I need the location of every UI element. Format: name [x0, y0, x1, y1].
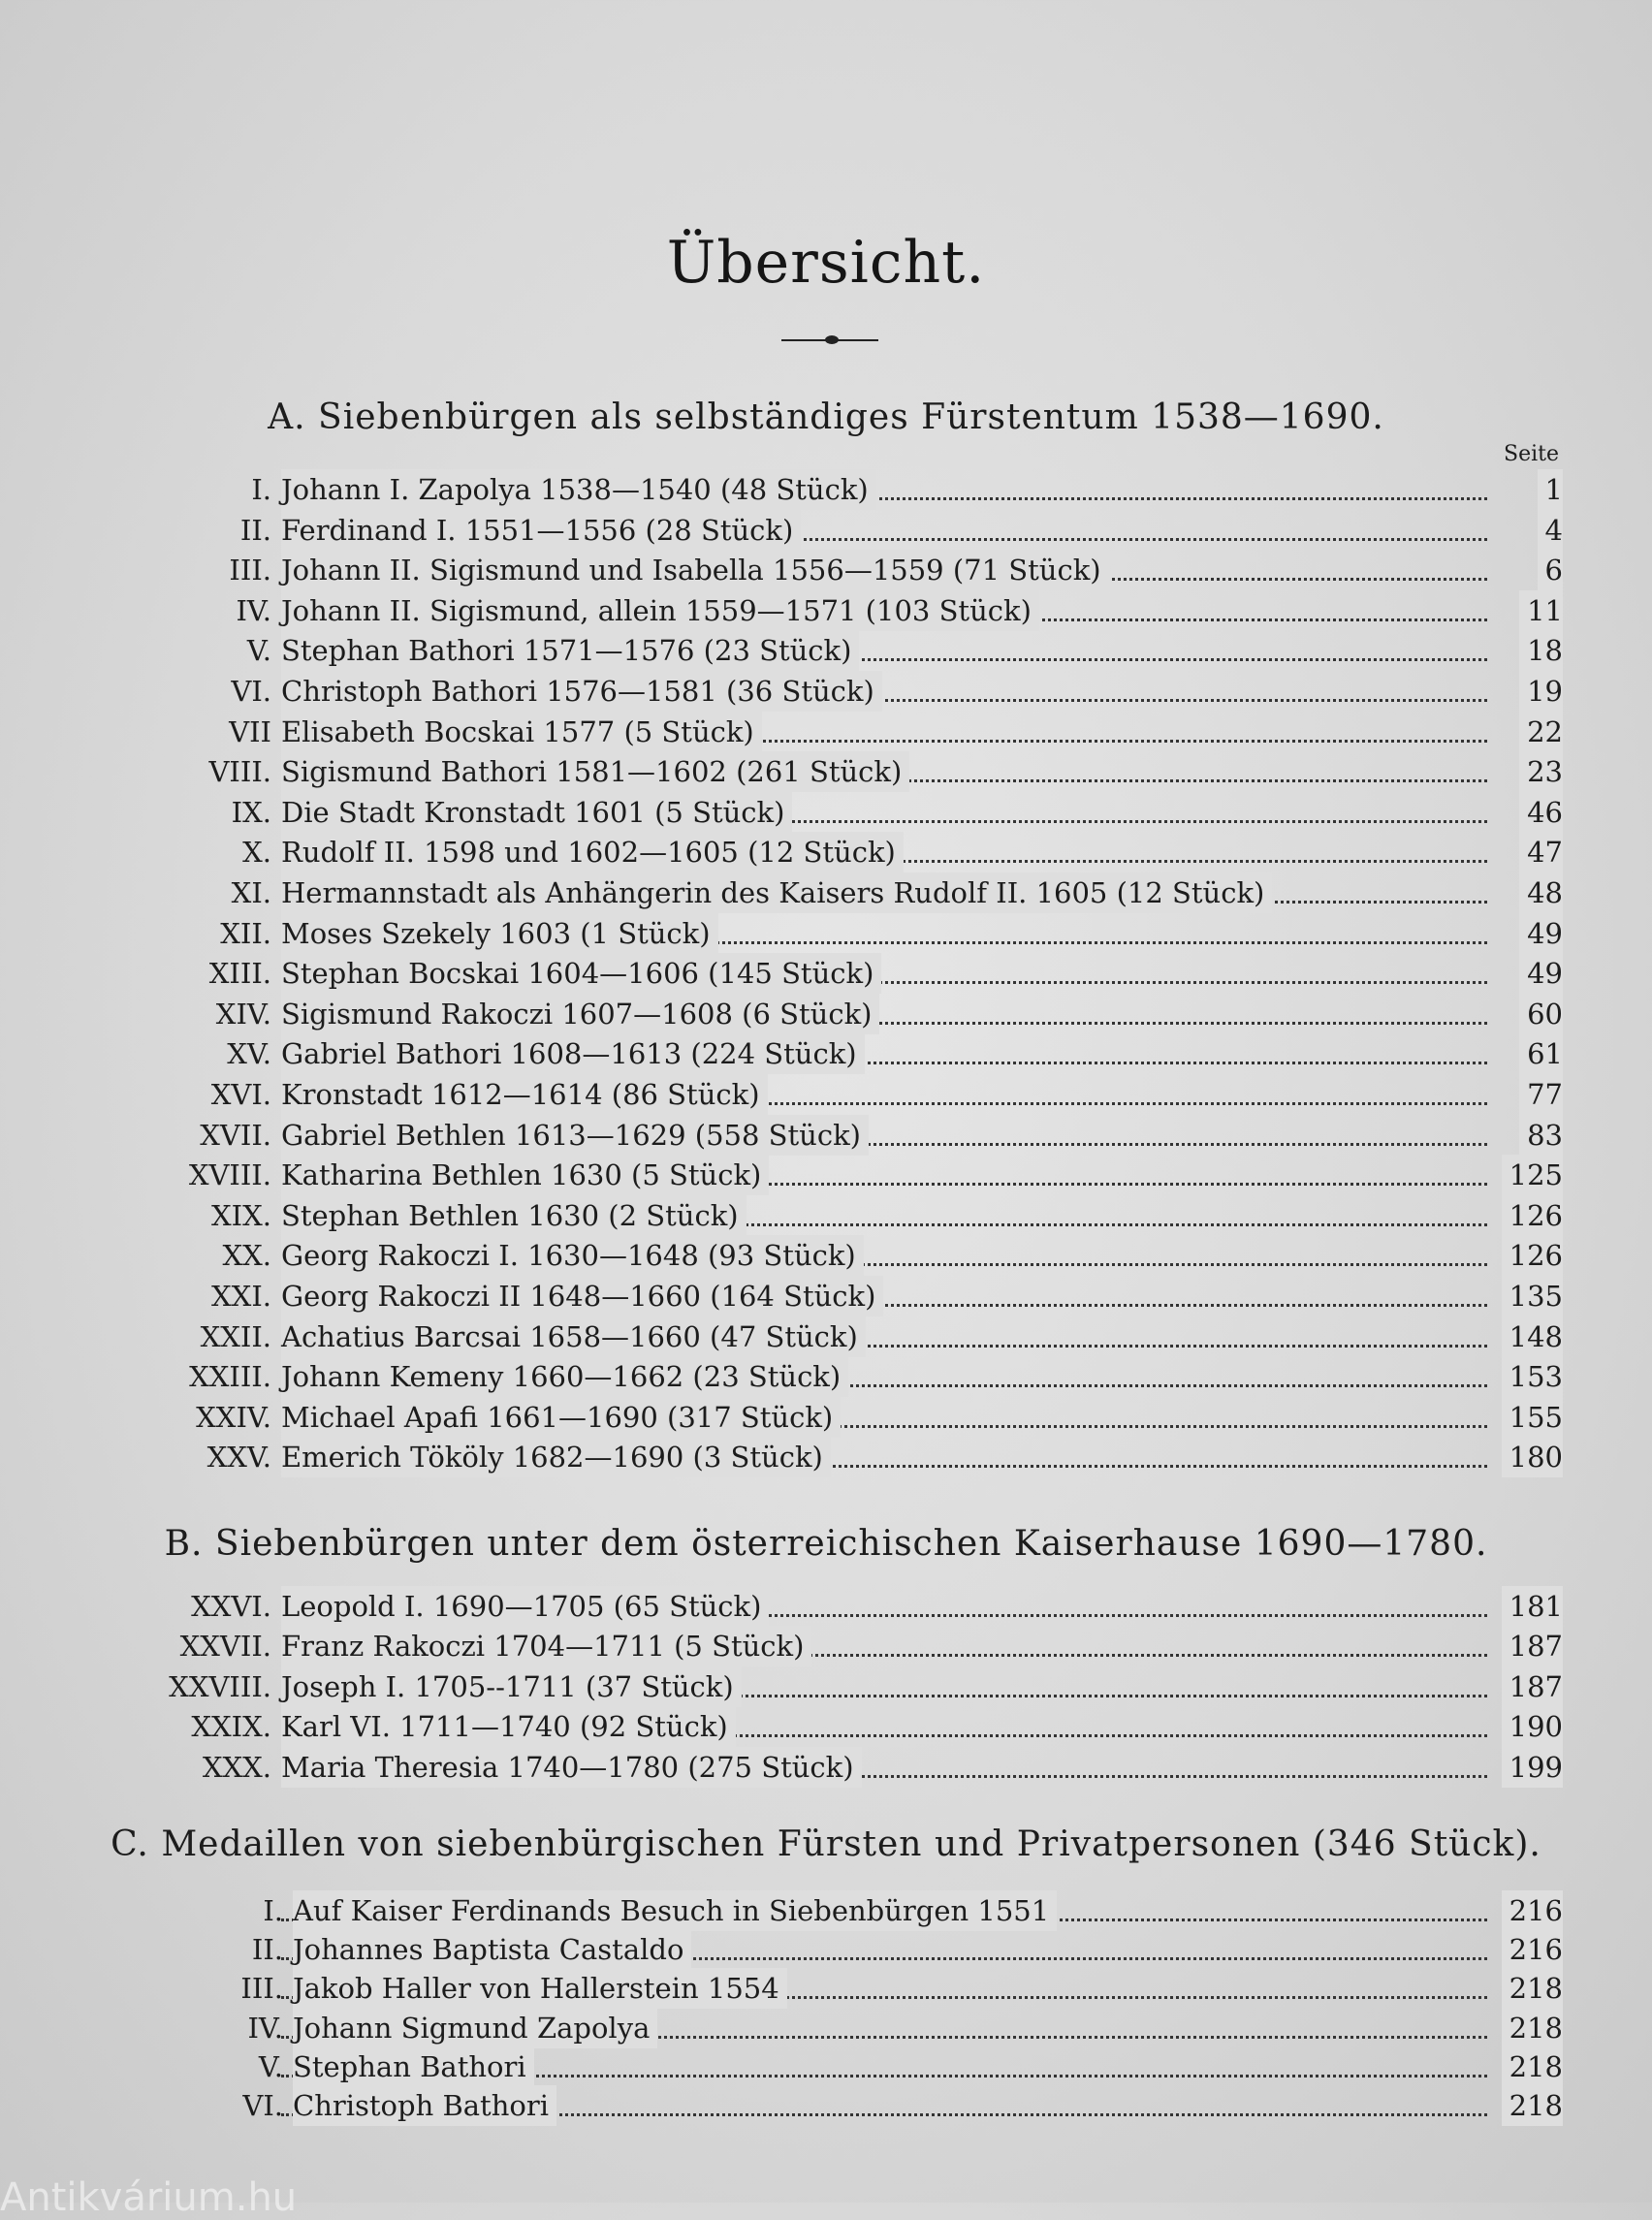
toc-entry [0, 1747, 1652, 1788]
toc-entry-number: IV. [236, 593, 271, 627]
toc-entry [0, 913, 1652, 954]
toc-entry-title: Achatius Barcsai 1658—1660 (47 Stück) [281, 1316, 866, 1357]
toc-entry-page: 23 [1519, 751, 1563, 792]
toc-entry-number: XVI. [210, 1078, 271, 1111]
toc-entry-page: 61 [1519, 1033, 1563, 1074]
toc-entry-number: XVIII. [188, 1158, 271, 1192]
toc-entry-number: XX. [222, 1239, 271, 1273]
toc-entry [0, 1437, 1652, 1477]
title-ornament-dot [825, 335, 839, 344]
toc-entry [0, 994, 1652, 1034]
toc-entry [0, 1074, 1652, 1115]
toc-entry-page: 6 [1538, 550, 1563, 590]
toc-entry-title: Johann Kemeny 1660—1662 (23 Stück) [281, 1356, 848, 1397]
toc-entry [0, 510, 1652, 551]
toc-entry [0, 1929, 1652, 1970]
toc-entry-title: Johann I. Zapolya 1538—1540 (48 Stück) [281, 469, 876, 510]
toc-entry-page: 218 [1502, 1968, 1563, 2009]
toc-entry-number: XIII. [208, 957, 271, 991]
toc-entry-title: Moses Szekely 1603 (1 Stück) [281, 913, 718, 954]
toc-entry [0, 590, 1652, 631]
toc-entry-number: VIII. [208, 755, 271, 789]
toc-entry [0, 1155, 1652, 1195]
toc-entry-title: Elisabeth Bocskai 1577 (5 Stück) [281, 712, 762, 752]
toc-entry-page: 187 [1502, 1666, 1563, 1707]
toc-entry-title: Michael Apafi 1661—1690 (317 Stück) [281, 1397, 841, 1438]
toc-entry-page: 218 [1502, 2046, 1563, 2087]
watermark: Antikvárium.hu [0, 2175, 298, 2220]
toc-entry [0, 1890, 1652, 1931]
toc-entry-number: XII. [220, 916, 271, 950]
toc-entry [0, 2008, 1652, 2048]
toc-entry-number: I. [251, 473, 271, 506]
toc-entry-number: XXVII. [179, 1630, 271, 1664]
toc-entry-number: XXII. [200, 1319, 271, 1353]
toc-entry [0, 792, 1652, 833]
toc-entry-title: Christoph Bathori 1576—1581 (36 Stück) [281, 671, 882, 712]
toc-entry-page: 49 [1519, 953, 1563, 994]
toc-entry [0, 671, 1652, 712]
toc-entry-page: 77 [1519, 1074, 1563, 1115]
toc-entry-page: 135 [1502, 1276, 1563, 1316]
toc-entry-number: XXX. [202, 1750, 271, 1784]
toc-entry-number: IV. [247, 2011, 283, 2045]
toc-entry-title: Stephan Bethlen 1630 (2 Stück) [281, 1195, 747, 1236]
toc-entry-title: Rudolf II. 1598 und 1602—1605 (12 Stück) [281, 832, 904, 872]
toc-entry-page: 190 [1502, 1706, 1563, 1747]
toc-entry-title: Franz Rakoczi 1704—1711 (5 Stück) [281, 1626, 811, 1666]
toc-entry-page: 216 [1502, 1890, 1563, 1931]
toc-entry-page: 60 [1519, 994, 1563, 1034]
toc-entry [0, 1115, 1652, 1156]
toc-entry-number: III. [240, 1972, 283, 2006]
toc-entry [0, 550, 1652, 590]
toc-entry-title: Sigismund Bathori 1581—1602 (261 Stück) [281, 751, 909, 792]
toc-entry-number: V. [258, 2049, 283, 2083]
toc-entry-title: Katharina Bethlen 1630 (5 Stück) [281, 1155, 769, 1195]
toc-entry-number: XXIII. [189, 1360, 271, 1394]
toc-entry-number: VI. [231, 675, 271, 708]
toc-entry-page: 1 [1538, 469, 1563, 510]
toc-entry-number: III. [229, 554, 271, 587]
toc-entry-page: 4 [1538, 510, 1563, 551]
toc-entry [0, 1235, 1652, 1276]
toc-entry [0, 1706, 1652, 1747]
section-c-heading: C. Medaillen von siebenbürgischen Fürsten und Privatpersonen (346 Stück). [111, 1824, 1541, 1864]
toc-entry [0, 1968, 1652, 2009]
section-a-heading: A. Siebenbürgen als selbständiges Fürstentum 1538—1690. [268, 397, 1384, 437]
toc-entry-number: XXV. [206, 1441, 271, 1475]
toc-entry-page: 49 [1519, 913, 1563, 954]
toc-entry [0, 751, 1652, 792]
toc-entry-title: Kronstadt 1612—1614 (86 Stück) [281, 1074, 768, 1115]
toc-entry [0, 1626, 1652, 1666]
toc-entry-number: V. [246, 634, 271, 668]
toc-entry [0, 1195, 1652, 1236]
toc-entry-number: XI. [231, 876, 271, 909]
toc-entry-title: Stephan Bathori [293, 2046, 534, 2087]
toc-entry-number: XV. [227, 1037, 271, 1071]
toc-entry [0, 2046, 1652, 2087]
toc-entry-title: Stephan Bocskai 1604—1606 (145 Stück) [281, 953, 881, 994]
toc-entry-title: Emerich Tököly 1682—1690 (3 Stück) [281, 1437, 831, 1477]
toc-entry-title: Sigismund Rakoczi 1607—1608 (6 Stück) [281, 994, 879, 1034]
toc-entry-page: 218 [1502, 2085, 1563, 2126]
toc-entry [0, 1666, 1652, 1707]
toc-entry-number: XVII. [200, 1118, 271, 1152]
section-b-heading: B. Siebenbürgen unter dem österreichischen Kaiserhause 1690—1780. [164, 1524, 1488, 1564]
toc-entry-title: Johann II. Sigismund und Isabella 1556—1559 (71 Stück) [281, 550, 1109, 590]
toc-entry-number: XXI. [211, 1280, 271, 1313]
toc-entry-page: 153 [1502, 1356, 1563, 1397]
toc-entry-number: X. [242, 836, 271, 870]
toc-entry-page: 22 [1519, 712, 1563, 752]
toc-entry [0, 1586, 1652, 1627]
seite-column-label: Seite [1504, 442, 1559, 466]
toc-entry-number: VII [229, 714, 271, 748]
toc-entry-page: 126 [1502, 1195, 1563, 1236]
toc-entry [0, 1276, 1652, 1316]
toc-entry-number: XXVIII. [169, 1669, 271, 1703]
toc-entry-number: XXIV. [196, 1400, 271, 1434]
toc-entry-number: I. [263, 1894, 283, 1927]
toc-entry-page: 19 [1519, 671, 1563, 712]
toc-entry-page: 180 [1502, 1437, 1563, 1477]
toc-entry-number: II. [251, 1933, 283, 1967]
toc-entry [0, 630, 1652, 671]
toc-entry-number: IX. [231, 795, 271, 829]
toc-entry-number: VI. [242, 2089, 283, 2122]
toc-entry-page: 83 [1519, 1115, 1563, 1156]
toc-entry-page: 181 [1502, 1586, 1563, 1627]
toc-entry [0, 2085, 1652, 2126]
toc-entry [0, 1397, 1652, 1438]
toc-entry-page: 18 [1519, 630, 1563, 671]
toc-entry-page: 126 [1502, 1235, 1563, 1276]
toc-entry-page: 148 [1502, 1316, 1563, 1357]
toc-entry [0, 832, 1652, 872]
toc-entry-page: 46 [1519, 792, 1563, 833]
toc-entry [0, 469, 1652, 510]
toc-entry-page: 187 [1502, 1626, 1563, 1666]
toc-entry-title: Stephan Bathori 1571—1576 (23 Stück) [281, 630, 859, 671]
toc-entry-number: XXVI. [191, 1590, 271, 1623]
toc-entry-page: 155 [1502, 1397, 1563, 1438]
toc-entry-title: Johannes Baptista Castaldo [293, 1929, 691, 1970]
toc-entry [0, 712, 1652, 752]
toc-entry [0, 1316, 1652, 1357]
toc-entry-title: Auf Kaiser Ferdinands Besuch in Siebenbürgen 1551 [293, 1890, 1057, 1931]
toc-entry-title: Gabriel Bethlen 1613—1629 (558 Stück) [281, 1115, 869, 1156]
toc-entry-title: Georg Rakoczi II 1648—1660 (164 Stück) [281, 1276, 883, 1316]
toc-entry-number: XIV. [215, 997, 271, 1031]
toc-entry-number: II. [239, 513, 271, 547]
toc-entry [0, 1033, 1652, 1074]
toc-entry [0, 953, 1652, 994]
toc-entry-title: Karl VI. 1711—1740 (92 Stück) [281, 1706, 736, 1747]
toc-entry-page: 216 [1502, 1929, 1563, 1970]
toc-entry-title: Ferdinand I. 1551—1556 (28 Stück) [281, 510, 801, 551]
toc-entry-title: Georg Rakoczi I. 1630—1648 (93 Stück) [281, 1235, 864, 1276]
toc-entry-page: 199 [1502, 1747, 1563, 1788]
toc-entry-title: Johann II. Sigismund, allein 1559—1571 (103 Stück) [281, 590, 1039, 631]
toc-entry-page: 125 [1502, 1155, 1563, 1195]
toc-entry-title: Jakob Haller von Hallerstein 1554 [293, 1968, 787, 2009]
toc-entry-title: Johann Sigmund Zapolya [293, 2008, 657, 2048]
toc-entry-page: 47 [1519, 832, 1563, 872]
page-title: Übersicht. [666, 229, 986, 297]
toc-entry-page: 48 [1519, 872, 1563, 913]
toc-entry-title: Joseph I. 1705--1711 (37 Stück) [281, 1666, 742, 1707]
toc-entry-page: 11 [1519, 590, 1563, 631]
toc-entry-number: XIX. [211, 1198, 271, 1232]
toc-entry-page: 218 [1502, 2008, 1563, 2048]
toc-entry [0, 1356, 1652, 1397]
toc-entry-number: XXIX. [191, 1710, 271, 1744]
toc-entry [0, 872, 1652, 913]
toc-entry-title: Maria Theresia 1740—1780 (275 Stück) [281, 1747, 862, 1788]
toc-entry-title: Die Stadt Kronstadt 1601 (5 Stück) [281, 792, 792, 833]
toc-entry-title: Leopold I. 1690—1705 (65 Stück) [281, 1586, 769, 1627]
toc-entry-title: Gabriel Bathori 1608—1613 (224 Stück) [281, 1033, 865, 1074]
toc-entry-title: Hermannstadt als Anhängerin des Kaisers Rudolf II. 1605 (12 Stück) [281, 872, 1272, 913]
toc-entry-title: Christoph Bathori [293, 2085, 556, 2126]
